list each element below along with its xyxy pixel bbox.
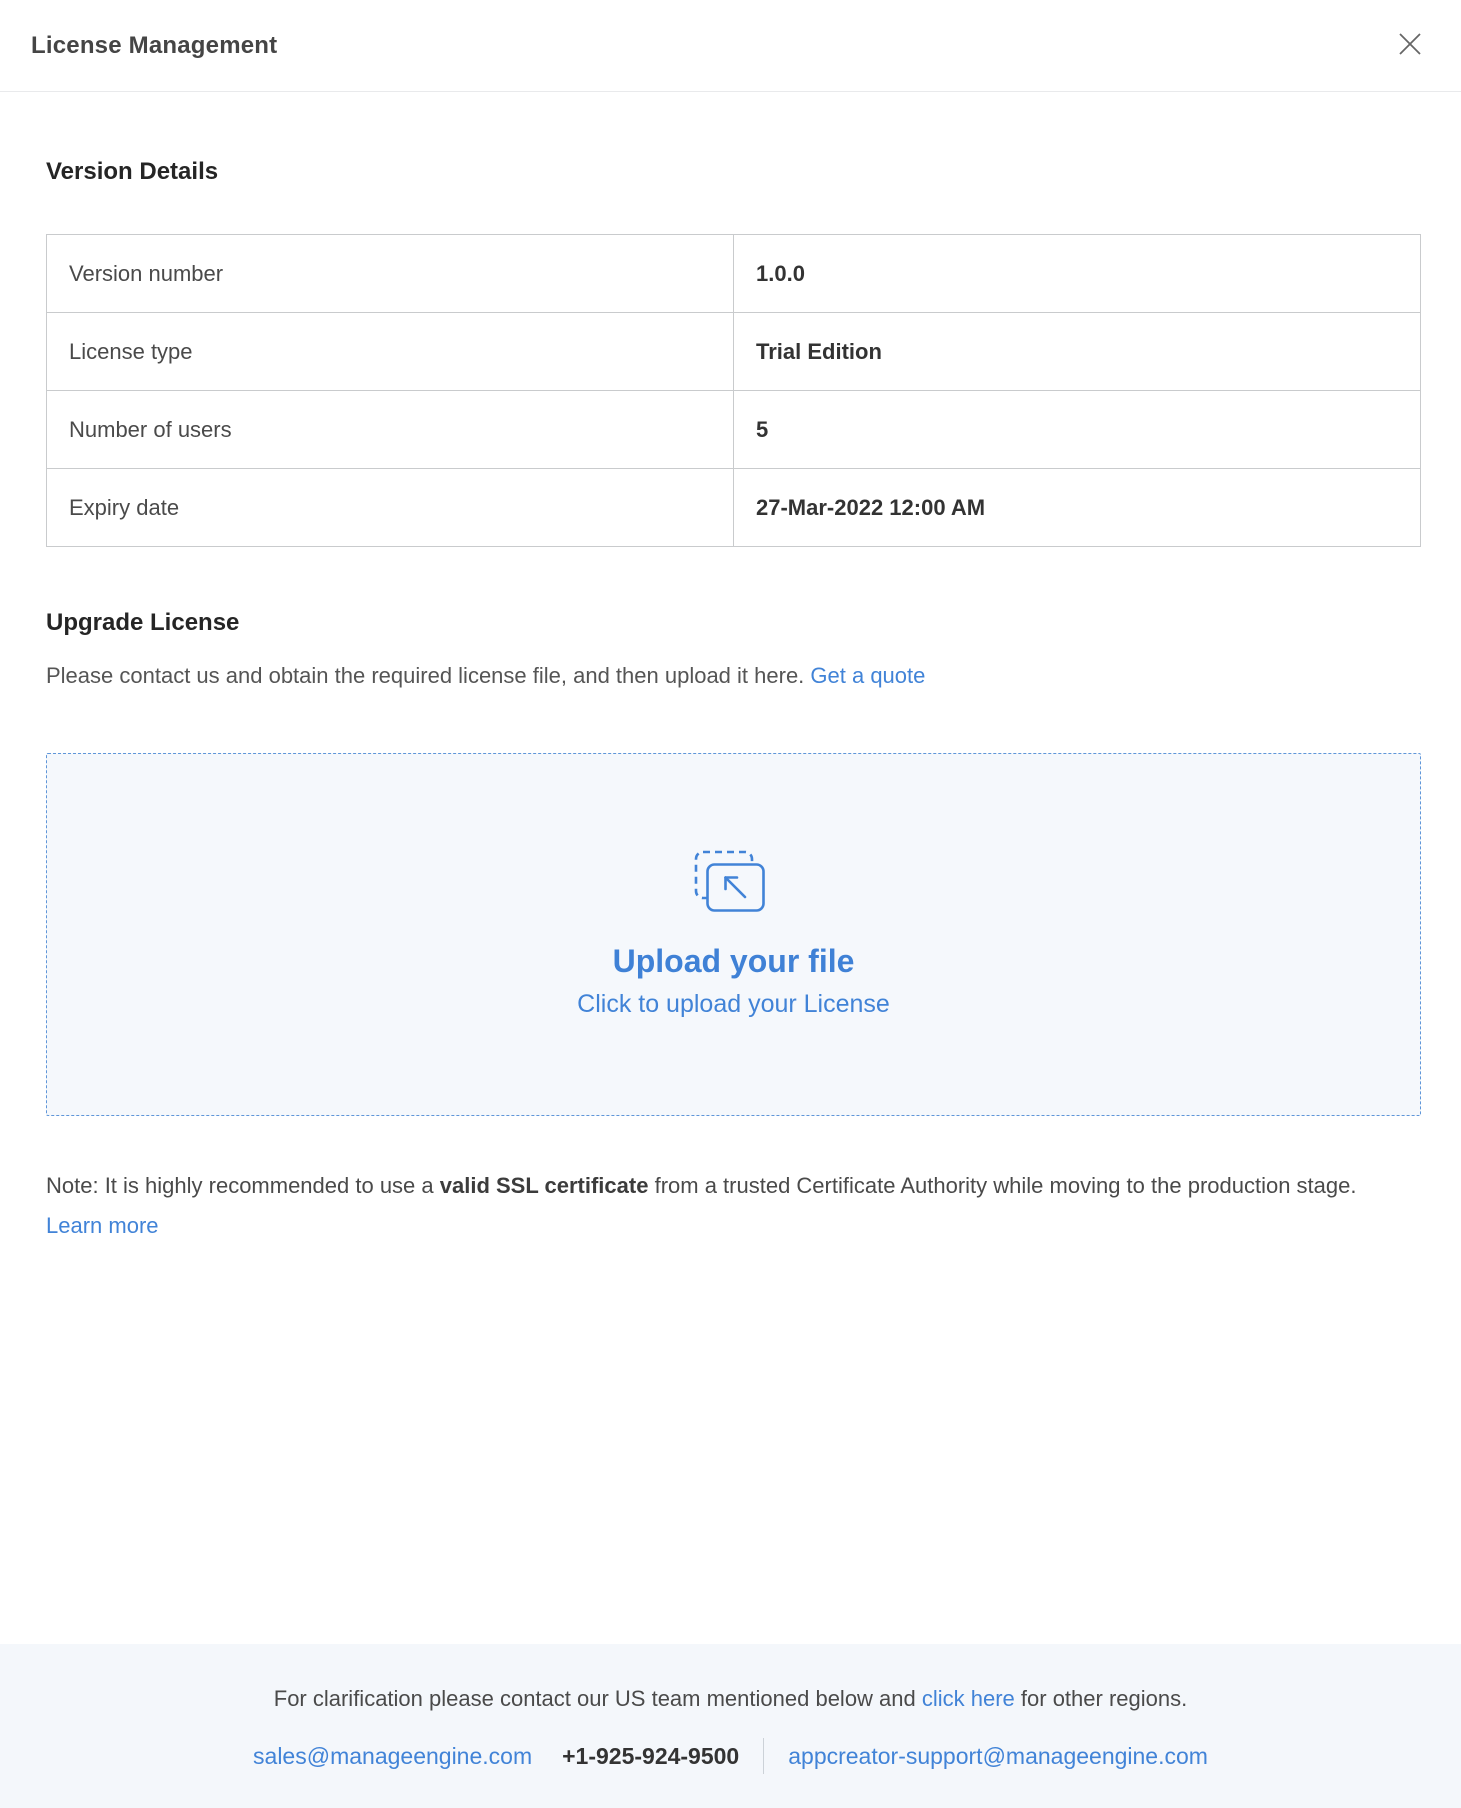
footer-message: [0, 1644, 1461, 1712]
license-type-value: Trial Edition: [734, 313, 1421, 391]
upgrade-description: [46, 661, 1421, 691]
footer-message-prefix: For clarification please contact our US team mentioned below and: [273, 1686, 922, 1711]
close-button[interactable]: [1395, 31, 1425, 61]
number-of-users-label: Number of users: [47, 391, 734, 469]
table-row: [47, 469, 1421, 547]
table-row: [47, 313, 1421, 391]
version-details-heading: Version Details: [46, 158, 219, 185]
footer-divider: [763, 1738, 764, 1774]
version-number-label: Version number: [47, 235, 734, 313]
close-icon: [1397, 31, 1423, 60]
contact-footer: [0, 1644, 1461, 1808]
number-of-users-value: 5: [734, 391, 1421, 469]
version-details-table: [46, 234, 1421, 547]
upgrade-license-heading: Upgrade License: [46, 609, 240, 636]
learn-more-link[interactable]: Learn more: [46, 1213, 159, 1238]
upload-subtitle: Click to upload your License: [577, 990, 890, 1018]
ssl-note-bold: valid SSL certificate: [439, 1173, 649, 1198]
license-upload-dropzone[interactable]: [46, 753, 1421, 1116]
support-email-link[interactable]: appcreator-support@manageengine.com: [788, 1742, 1208, 1769]
footer-message-suffix: for other regions.: [1014, 1686, 1188, 1711]
click-here-link[interactable]: click here: [921, 1686, 1015, 1711]
get-a-quote-link[interactable]: Get a quote: [810, 663, 926, 688]
upload-icon: [694, 850, 774, 925]
upgrade-description-text: Please contact us and obtain the required license file, and then upload it here.: [46, 663, 811, 688]
expiry-date-value: 27-Mar-2022 12:00 AM: [734, 469, 1421, 547]
ssl-note: [46, 1166, 1418, 1246]
sales-email-link[interactable]: sales@manageengine.com: [253, 1742, 533, 1769]
ssl-note-suffix: from a trusted Certificate Authority while moving to the production stage.: [648, 1173, 1357, 1198]
version-number-value: 1.0.0: [734, 235, 1421, 313]
license-type-label: License type: [47, 313, 734, 391]
phone-number: +1-925-924-9500: [562, 1742, 740, 1769]
table-row: [47, 391, 1421, 469]
table-row: [47, 235, 1421, 313]
dialog-header: [0, 0, 1461, 92]
expiry-date-label: Expiry date: [47, 469, 734, 547]
upload-title: Upload your file: [612, 943, 855, 979]
dialog-body: [0, 158, 1461, 1246]
ssl-note-prefix: Note: It is highly recommended to use a: [46, 1173, 440, 1198]
page-title: License Management: [31, 31, 278, 59]
footer-contacts: [0, 1738, 1461, 1774]
